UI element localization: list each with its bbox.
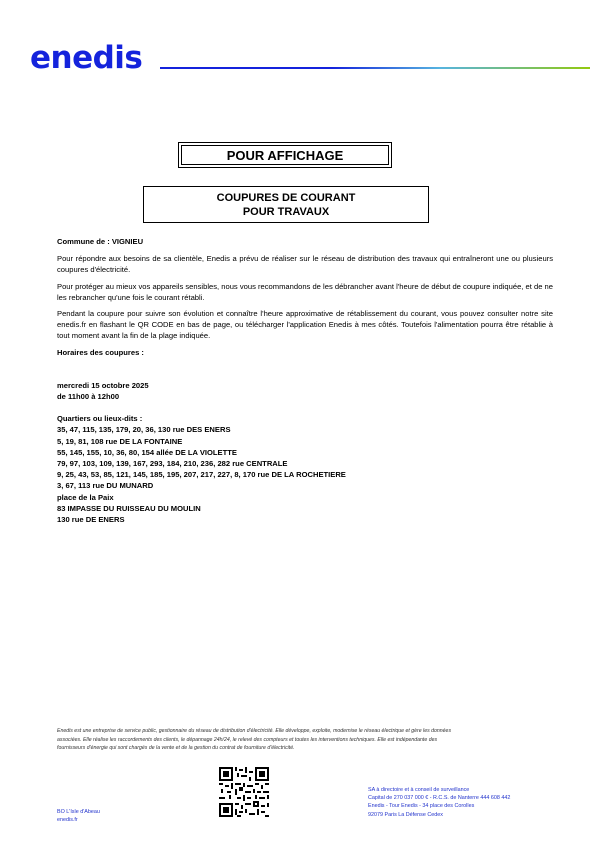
header-gradient-rule: [160, 67, 590, 69]
list-item: 83 IMPASSE DU RUISSEAU DU MOULIN: [57, 503, 201, 513]
horaires-label: Horaires des coupures :: [57, 347, 144, 357]
enedis-logo: [30, 41, 160, 71]
notice-title-box: [143, 186, 429, 223]
footer-capital: Capital de 270 037 000 € - R.C.S. de Nanterre 444 608 442: [368, 795, 511, 802]
list-item: 9, 25, 43, 53, 85, 121, 145, 185, 195, 207, 217, 227, 8, 170 rue DE LA ROCHETIERE: [57, 470, 346, 480]
legal-line: fournisseurs d'énergie qui sont chargés de la vente et de la gestion du contrat de fourniture d'électricité.: [57, 745, 295, 752]
footer-office: BO L'Isle d'Abeau: [57, 809, 100, 815]
list-item: place de la Paix: [57, 492, 114, 502]
svg-text:enedis: enedis: [30, 41, 143, 71]
notice-body: [57, 236, 553, 525]
list-item: 35, 47, 115, 135, 179, 20, 36, 130 rue DES ENERS: [57, 425, 231, 435]
outage-date: mercredi 15 octobre 2025: [57, 380, 149, 390]
legal-line: Enedis est une entreprise de service public, gestionnaire du réseau de distribution d'électricité. Elle développe, exploite, modernise le réseau électrique et gère les données: [57, 728, 452, 734]
list-item: 3, 67, 113 rue DU MUNARD: [57, 481, 154, 491]
paragraph-intro: Pour répondre aux besoins de sa clientèle, Enedis a prévu de réaliser sur le réseau de distribution des travaux qui entraîneront une ou plusieurs coupures d'électricité.: [57, 254, 553, 275]
display-label: POUR AFFICHAGE: [181, 145, 389, 165]
footer-right: [368, 786, 510, 819]
legal-line: associées. Elle réalise les raccordements des clients, le dépannage 24h/24, le relevé des compteurs et toutes les interventions techniques. Elle est indépendante des: [57, 736, 438, 743]
list-item: 55, 145, 155, 10, 36, 80, 154 allée DE LA VIOLETTE: [57, 447, 237, 457]
footer-left: [57, 808, 100, 824]
notice-title-line2: POUR TRAVAUX: [242, 205, 330, 218]
commune: Commune de : VIGNIEU: [57, 237, 144, 246]
quartiers-list: [57, 413, 553, 525]
footer-address: Enedis - Tour Enedis - 34 place des Corolles: [368, 803, 475, 810]
quartiers-label: Quartiers ou lieux-dits :: [57, 414, 143, 424]
notice-title-line1: COUPURES DE COURANT: [216, 191, 356, 204]
paragraph-protect: Pour protéger au mieux vos appareils sensibles, nous vous recommandons de les débrancher avant l'heure de début de coupure indiquée, et de ne les rebrancher qu'une fois le courant rétabli.: [57, 281, 553, 302]
footer-website-link[interactable]: enedis.fr: [57, 817, 78, 824]
list-item: 79, 97, 103, 109, 139, 167, 293, 184, 210, 236, 282 rue CENTRALE: [57, 459, 288, 469]
legal-notice: [57, 727, 545, 753]
footer-city: 92079 Paris La Défense Cedex: [368, 811, 443, 818]
outage-time: de 11h00 à 12h00: [57, 392, 120, 402]
list-item: 130 rue DE ENERS: [57, 515, 125, 525]
footer-company-form: SA à directoire et à conseil de surveillance: [368, 787, 470, 793]
list-item: 5, 19, 81, 108 rue DE LA FONTAINE: [57, 436, 183, 446]
paragraph-follow: Pendant la coupure pour suivre son évolution et connaître l'heure approximative de rétablissement du courant, vous pouvez consulter notre site enedis.fr en flashant le QR CODE en bas de page, ou télécharger l'application Enedis à mes côtés. Toutefois l'alimentation pourra être rétablie à tout moment avant la fin de la plage indiquée.: [57, 309, 553, 341]
display-banner: [178, 142, 392, 168]
outage-schedule: [57, 380, 553, 402]
qr-code-icon[interactable]: [219, 767, 269, 817]
